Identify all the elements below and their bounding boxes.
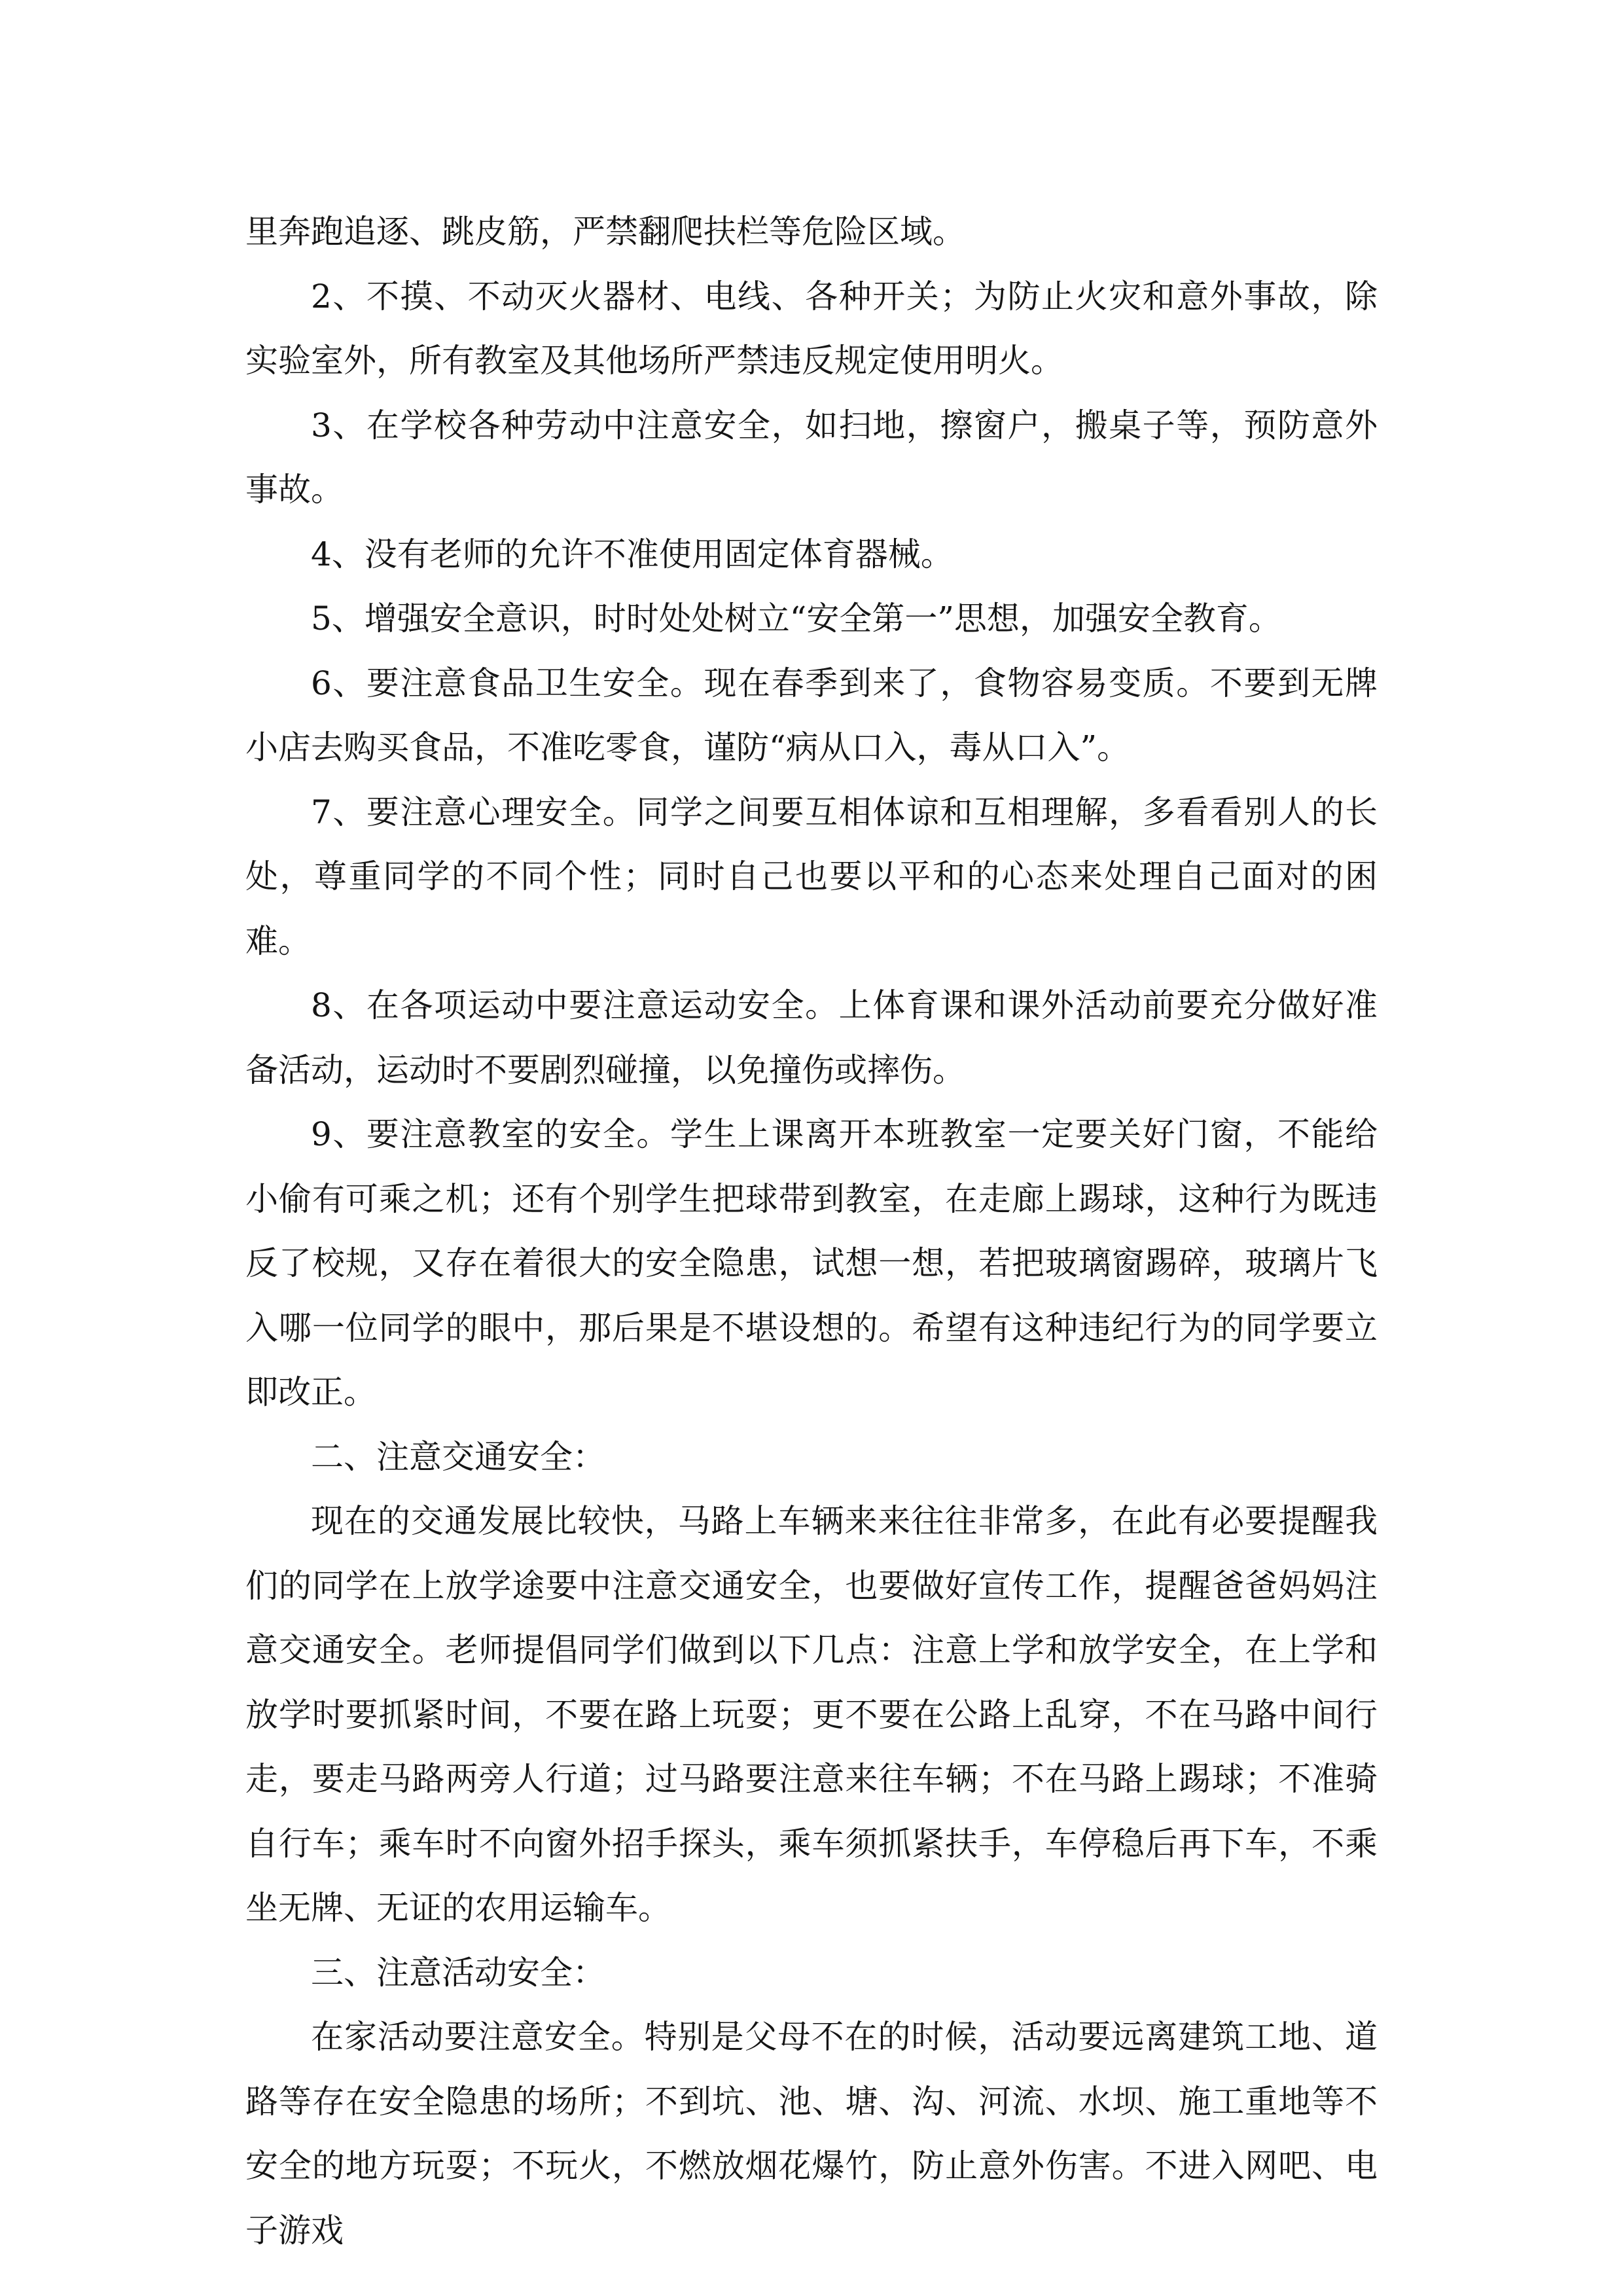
paragraph-rule-8: 8、在各项运动中要注意运动安全。上体育课和课外活动前要充分做好准备活动，运动时不要剧烈碰撞，以免撞伤或摔伤。	[245, 986, 1378, 1089]
paragraph-traffic-safety: 现在的交通发展比较快，马路上车辆来来往往非常多，在此有必要提醒我们的同学在上放学途要中注意交通安全，也要做好宣传工作，提醒爸爸妈妈注意交通安全。老师提倡同学们做到以下几点：注意上学和放学安全，在上学和放学时要抓紧时间，不要在路上玩耍；更不要在公路上乱穿，不在马路中间行走，要走马路两旁人行道；过马路要注意来往车辆；不在马路上踢球；不准骑自行车；乘车时不向窗外招手探头，乘车须抓紧扶手，车停稳后再下车，不乘坐无牌、无证的农用运输车。	[245, 1502, 1378, 1927]
document-body	[245, 200, 1378, 2263]
paragraph-rule-6: 6、要注意食品卫生安全。现在春季到来了，食物容易变质。不要到无牌小店去购买食品，不准吃零食，谨防“病从口入，毒从口入”。	[245, 664, 1378, 766]
paragraph-rule-2: 2、不摸、不动灭火器材、电线、各种开关；为防止火灾和意外事故，除实验室外，所有教室及其他场所严禁违反规定使用明火。	[245, 277, 1378, 380]
paragraph-activity-safety: 在家活动要注意安全。特别是父母不在的时候，活动要远离建筑工地、道路等存在安全隐患的场所；不到坑、池、塘、沟、河流、水坝、施工重地等不安全的地方玩耍；不玩火，不燃放烟花爆竹，防止意外伤害。不进入网吧、电子游戏	[245, 2018, 1378, 2250]
paragraph-continuation: 里奔跑追逐、跳皮筋，严禁翻爬扶栏等危险区域。	[245, 213, 965, 251]
paragraph-rule-3: 3、在学校各种劳动中注意安全，如扫地，擦窗户，搬桌子等，预防意外事故。	[245, 406, 1378, 509]
paragraph-rule-5: 5、增强安全意识，时时处处树立“安全第一”思想，加强安全教育。	[311, 600, 1281, 637]
paragraph-rule-9: 9、要注意教室的安全。学生上课离开本班教室一定要关好门窗，不能给小偷有可乘之机；还有个别学生把球带到教室，在走廊上踢球，这种行为既违反了校规，又存在着很大的安全隐患，试想一想，若把玻璃窗踢碎，玻璃片飞入哪一位同学的眼中，那后果是不堪设想的。希望有这种违纪行为的同学要立即改正。	[245, 1115, 1378, 1411]
paragraph-rule-7: 7、要注意心理安全。同学之间要互相体谅和互相理解，多看看别人的长处，尊重同学的不同个性；同时自己也要以平和的心态来处理自己面对的困难。	[245, 793, 1378, 960]
section-heading-traffic: 二、注意交通安全：	[311, 1437, 605, 1476]
section-heading-activity: 三、注意活动安全：	[311, 1953, 605, 1992]
paragraph-rule-4: 4、没有老师的允许不准使用固定体育器械。	[311, 535, 954, 573]
